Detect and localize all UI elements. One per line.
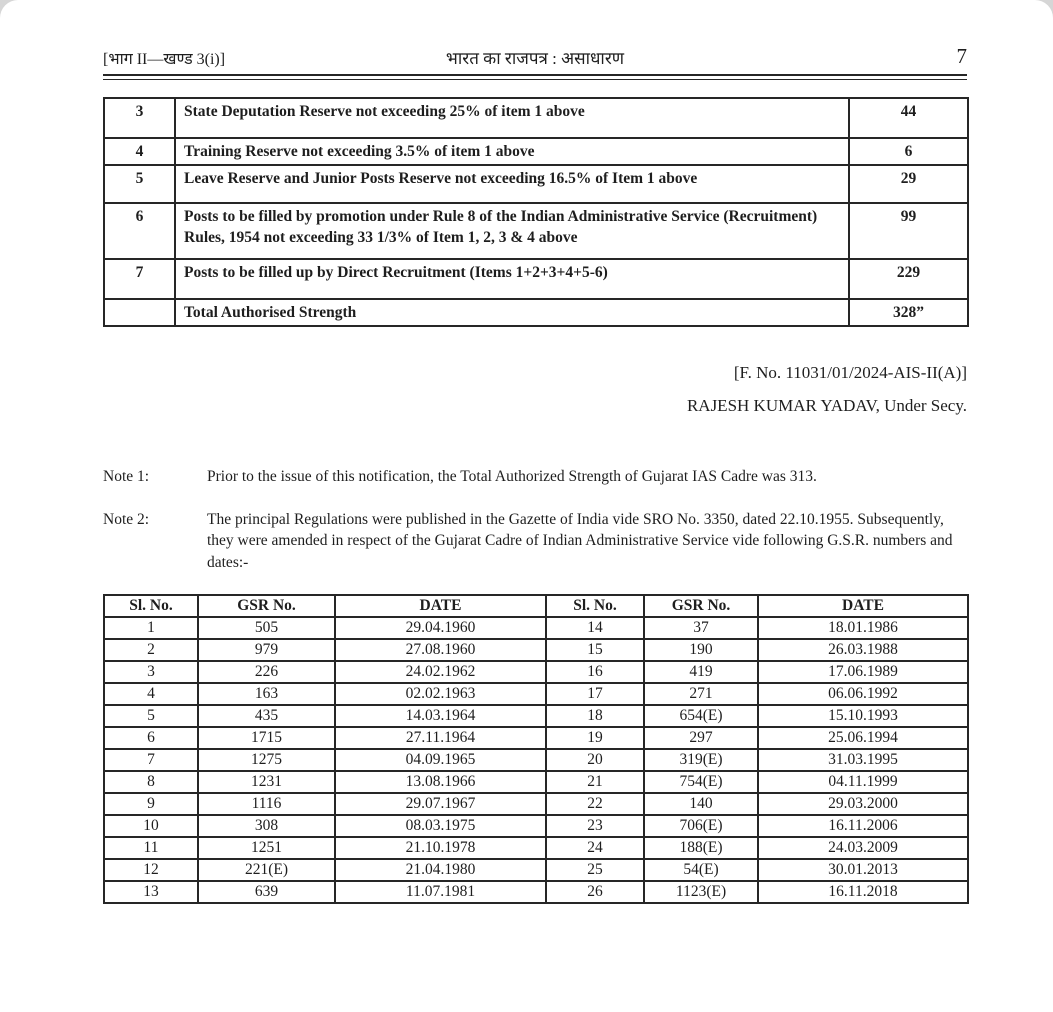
row-number: 3: [104, 98, 175, 138]
cell: 29.04.1960: [335, 617, 546, 639]
cell: 7: [104, 749, 198, 771]
cell: 12: [104, 859, 198, 881]
cell: 11.07.1981: [335, 881, 546, 903]
cell: 3: [104, 661, 198, 683]
cell: 31.03.1995: [758, 749, 968, 771]
cell: 21.04.1980: [335, 859, 546, 881]
cell: 04.11.1999: [758, 771, 968, 793]
cell: 226: [198, 661, 335, 683]
cell: 4: [104, 683, 198, 705]
cell: 1116: [198, 793, 335, 815]
row-number: 6: [104, 203, 175, 259]
cell: 26: [546, 881, 644, 903]
note-1-text: Prior to the issue of this notification, the Total Authorized Strength of Gujarat IAS Cadre was 313.: [207, 468, 817, 485]
cell: 9: [104, 793, 198, 815]
table-row: [104, 793, 968, 815]
cell: 639: [198, 881, 335, 903]
cell: 17.06.1989: [758, 661, 968, 683]
cell: 21: [546, 771, 644, 793]
cell: 190: [644, 639, 758, 661]
cell: 188(E): [644, 837, 758, 859]
row-number: 5: [104, 165, 175, 203]
cell: 02.02.1963: [335, 683, 546, 705]
table-row: [104, 815, 968, 837]
col-header-sl-no-2: Sl. No.: [546, 595, 644, 617]
cell: 27.08.1960: [335, 639, 546, 661]
cell: 27.11.1964: [335, 727, 546, 749]
cell: 29.03.2000: [758, 793, 968, 815]
table-row: [104, 705, 968, 727]
table-row: [104, 98, 968, 138]
cell: 18: [546, 705, 644, 727]
cell: 5: [104, 705, 198, 727]
cell: 21.10.1978: [335, 837, 546, 859]
signature-block: [103, 363, 967, 416]
cell: 25.06.1994: [758, 727, 968, 749]
authorised-strength-table: [103, 97, 969, 327]
file-number: [F. No. 11031/01/2024-AIS-II(A)]: [733, 363, 967, 382]
row-number: 7: [104, 259, 175, 299]
cell: 14: [546, 617, 644, 639]
cell: 505: [198, 617, 335, 639]
cell: 654(E): [644, 705, 758, 727]
cell: 1123(E): [644, 881, 758, 903]
table-row: [104, 165, 968, 203]
cell: 1275: [198, 749, 335, 771]
cell: 13: [104, 881, 198, 903]
row-value: 6: [849, 138, 968, 165]
cell: 8: [104, 771, 198, 793]
row-value: 99: [849, 203, 968, 259]
table-row: [104, 837, 968, 859]
cell: 15: [546, 639, 644, 661]
row-description: Leave Reserve and Junior Posts Reserve not exceeding 16.5% of Item 1 above: [175, 165, 849, 203]
row-description: Posts to be filled up by Direct Recruitment (Items 1+2+3+4+5-6): [175, 259, 849, 299]
cell: 24: [546, 837, 644, 859]
row-number: [104, 299, 175, 326]
cell: 10: [104, 815, 198, 837]
gazette-title: भारत का राजपत्र : असाधारण: [445, 49, 625, 68]
cell: 25: [546, 859, 644, 881]
table-row: [104, 683, 968, 705]
row-value: 29: [849, 165, 968, 203]
cell: 16: [546, 661, 644, 683]
table-row: [104, 859, 968, 881]
cell: 163: [198, 683, 335, 705]
note-2: [103, 509, 967, 574]
cell: 24.03.2009: [758, 837, 968, 859]
col-header-gsr-no-1: GSR No.: [198, 595, 335, 617]
cell: 16.11.2018: [758, 881, 968, 903]
cell: 308: [198, 815, 335, 837]
cell: 30.01.2013: [758, 859, 968, 881]
table-row: [104, 749, 968, 771]
table-row: [104, 639, 968, 661]
cell: 419: [644, 661, 758, 683]
row-description: Training Reserve not exceeding 3.5% of item 1 above: [175, 138, 849, 165]
cell: 23: [546, 815, 644, 837]
notes-section: [103, 466, 967, 573]
cell: 14.03.1964: [335, 705, 546, 727]
cell: 24.02.1962: [335, 661, 546, 683]
row-value: 229: [849, 259, 968, 299]
col-header-date-2: DATE: [758, 595, 968, 617]
cell: 319(E): [644, 749, 758, 771]
cell: 17: [546, 683, 644, 705]
note-1-label: Note 1:: [103, 468, 150, 485]
cell: 1: [104, 617, 198, 639]
total-label: Total Authorised Strength: [175, 299, 849, 326]
header-rule: [103, 74, 967, 80]
table-row: [104, 138, 968, 165]
cell: 26.03.1988: [758, 639, 968, 661]
cell: 18.01.1986: [758, 617, 968, 639]
cell: 1715: [198, 727, 335, 749]
cell: 22: [546, 793, 644, 815]
cell: 754(E): [644, 771, 758, 793]
row-description: State Deputation Reserve not exceeding 25% of item 1 above: [175, 98, 849, 138]
cell: 140: [644, 793, 758, 815]
signatory-name: RAJESH KUMAR YADAV, Under Secy.: [686, 396, 967, 415]
cell: 706(E): [644, 815, 758, 837]
table-row: [104, 881, 968, 903]
table-row: [104, 727, 968, 749]
col-header-sl-no-1: Sl. No.: [104, 595, 198, 617]
total-value: 328”: [849, 299, 968, 326]
cell: 08.03.1975: [335, 815, 546, 837]
note-2-label: Note 2:: [103, 510, 150, 528]
cell: 54(E): [644, 859, 758, 881]
cell: 13.08.1966: [335, 771, 546, 793]
cell: 16.11.2006: [758, 815, 968, 837]
table-row: [104, 203, 968, 259]
cell: 04.09.1965: [335, 749, 546, 771]
cell: 221(E): [198, 859, 335, 881]
page-number: 7: [956, 44, 967, 68]
table-row: [104, 617, 968, 639]
row-value: 44: [849, 98, 968, 138]
part-section-label: [भाग II—खण्ड 3(i)]: [103, 51, 226, 68]
cell: 297: [644, 727, 758, 749]
cell: 435: [198, 705, 335, 727]
cell: 06.06.1992: [758, 683, 968, 705]
row-description: Posts to be filled by promotion under Rule 8 of the Indian Administrative Service (Recruitment) Rules, 1954 not exceeding 33 1/3% of Item 1, 2, 3 & 4 above: [175, 203, 849, 259]
cell: 15.10.1993: [758, 705, 968, 727]
cell: 19: [546, 727, 644, 749]
table-row: [104, 259, 968, 299]
note-1: [103, 466, 967, 488]
page-header: [103, 44, 967, 69]
table-row-total: [104, 299, 968, 326]
table-header-row: [104, 595, 968, 617]
col-header-date-1: DATE: [335, 595, 546, 617]
note-2-text: The principal Regulations were published in the Gazette of India vide SRO No. 3350, dated 22.10.1955. Subsequently, they were amended in respect of the Gujarat Cadre of Indian Administrative Service vide following G.S.R. numbers and dates:-: [207, 510, 953, 571]
row-number: 4: [104, 138, 175, 165]
cell: 29.07.1967: [335, 793, 546, 815]
gsr-amendments-table: [103, 594, 969, 904]
cell: 271: [644, 683, 758, 705]
col-header-gsr-no-2: GSR No.: [644, 595, 758, 617]
cell: 20: [546, 749, 644, 771]
cell: 2: [104, 639, 198, 661]
cell: 979: [198, 639, 335, 661]
cell: 1251: [198, 837, 335, 859]
cell: 11: [104, 837, 198, 859]
cell: 37: [644, 617, 758, 639]
table-row: [104, 771, 968, 793]
cell: 1231: [198, 771, 335, 793]
table-row: [104, 661, 968, 683]
cell: 6: [104, 727, 198, 749]
